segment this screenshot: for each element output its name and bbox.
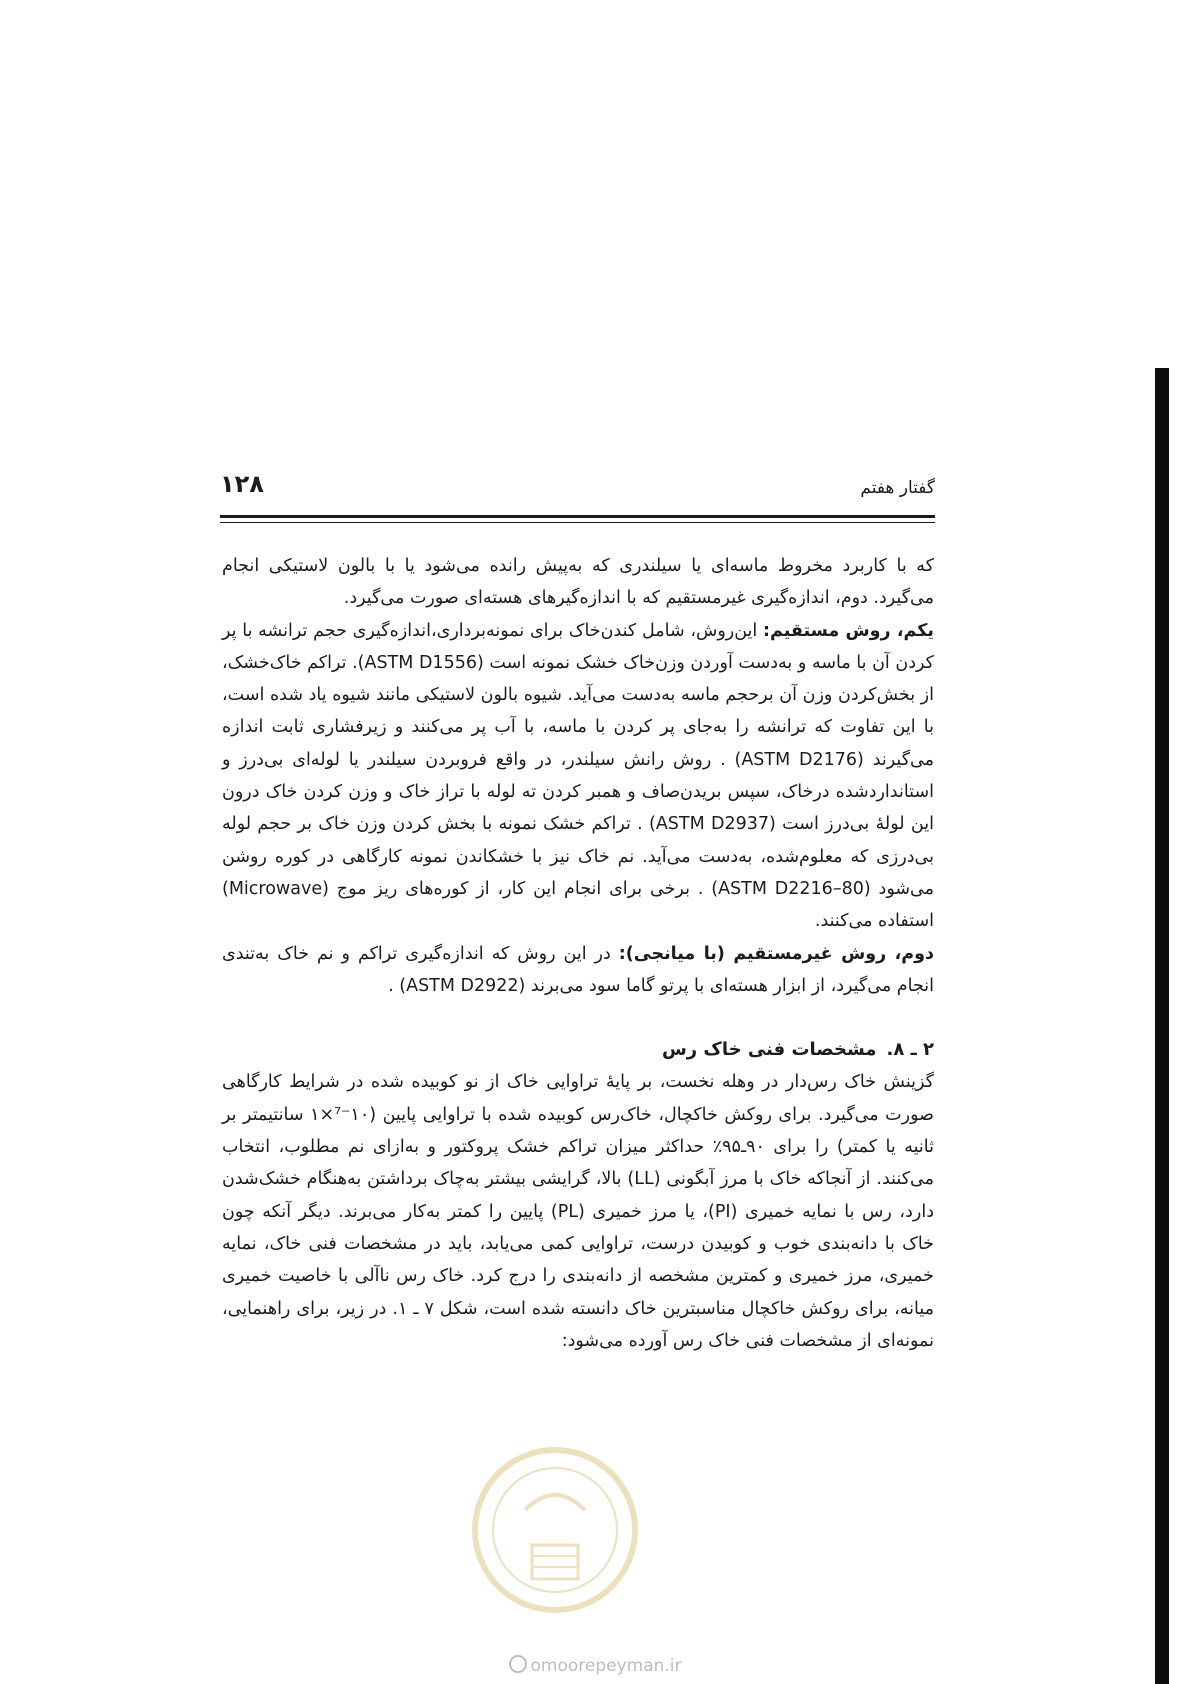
chapter-title: گفتار هفتم: [860, 478, 935, 498]
header-rule: [220, 515, 935, 518]
site-watermark: [0, 1655, 1191, 1676]
paragraph-intro: که با کاربرد مخروط ماسه‌ای یا سیلندری که به‌پیش رانده می‌شود یا با بالون لاستیکی انجام می‌گیرد. دوم، اندازه‌گیری غیرمستقیم که با اندازه‌گیرهای هسته‌ای صورت می‌گیرد.: [222, 556, 934, 609]
section-heading: [222, 1034, 934, 1066]
paragraph-clay-specs: گزینش خاک رس‌دار در وهله نخست، بر پایهٔ تراوایی خاک از نو کوبیده شده در شرایط کارگاهی صورت می‌گیرد. برای روکش خاکچال، خاک‌رس کوبیده شده با تراوایی پایین (۱۰⁻⁷×۱ سانتیمتر بر ثانیه یا کمتر) را برای ۹۰ـ۹۵٪ حداکثر میزان تراکم خشک پروکتور و به‌ازای نم مطلوب، انتخاب می‌کنند. از آنجاکه خاک با مرز آبگونی (LL) بالا، گرایشی بیشتر به‌چاک برداشتن به‌هنگام خشک‌شدن دارد، رس با نمایه خمیری (PI)، یا مرز خمیری (PL) پایین را کمتر به‌کار می‌برند. دیگر آنکه چون خاک با دانه‌بندی خوب و کوبیدن درست، تراوایی کمی می‌یابد، باید در مشخصات فنی خاک، نمایه خمیری، مرز خمیری و کمترین مشخصه از دانه‌بندی را درج کرد. خاک رس ناآلی با خاصیت خمیری میانه، برای روکش خاکچال مناسبترین خاک دانسته شده است، شکل ۷ ـ ۱. در زیر، برای راهنمایی، نمونه‌ای از مشخصات فنی خاک رس آورده می‌شود:: [222, 1072, 934, 1351]
watermark-text: omoorepeyman.ir: [530, 1656, 682, 1676]
page-header: [220, 470, 935, 510]
section-title: مشخصات فنی خاک رس: [661, 1039, 877, 1061]
at-sign-icon: [509, 1655, 527, 1673]
header-rule-thin: [220, 522, 935, 523]
indirect-method-lead: دوم، روش غیرمستقیم (با میانجی):: [618, 943, 934, 964]
indirect-method-text: در این روش که اندازه‌گیری تراکم و نم خاک به‌تندی انجام می‌گیرد، از ابزار هسته‌ای با پرتو گاما سود می‌برند (ASTM D2922) .: [222, 943, 934, 996]
paragraph-indirect-method: [222, 938, 934, 1003]
paragraph-direct-method: [222, 615, 934, 938]
direct-method-text: این‌روش، شامل کندن‌خاک برای نمونه‌برداری،اندازه‌گیری حجم ترانشه با پر کردن آن با ماسه و به‌دست آوردن وزن‌خاک خشک نمونه است (ASTM D1556). تراکم خاک‌خشک، از بخش‌کردن وزن آن برحجم ماسه به‌دست می‌آید. شیوه بالون لاستیکی مانند شیوه یاد شده است، با این تفاوت که ترانشه را به‌جای پر کردن با ماسه، با آب پر می‌کنند و زیرفشاری ثابت اندازه می‌گیرند (ASTM D2176) . روش رانش سیلندر، در واقع فروبردن سیلندر یا لوله‌ای بی‌درز و استانداردشده درخاک، سپس بریدن‌صاف و همبر کردن ته لوله با تراز خاک و وزن کردن خاک درون این لولهٔ بی‌درز است (ASTM D2937) . تراکم خشک نمونه با بخش کردن وزن خاک بر حجم لوله بی‌درزی که معلوم‌شده، به‌دست می‌آید. نم خاک نیز با خشکاندن نمونه کارگاهی در کوره روشن می‌شود (ASTM D2216–80) . برخی برای انجام این کار، از کوره‌های ریز موج (Microwave) استفاده می‌کنند.: [222, 620, 935, 932]
page-body: [222, 550, 934, 1357]
page-number: ۱۲۸: [220, 470, 264, 498]
section-number: ۲ ـ ۸.: [886, 1039, 934, 1061]
direct-method-lead: یکم، روش مستقیم:: [763, 620, 934, 641]
scan-edge-bar: [1155, 368, 1169, 1684]
publisher-stamp: [470, 1440, 640, 1620]
